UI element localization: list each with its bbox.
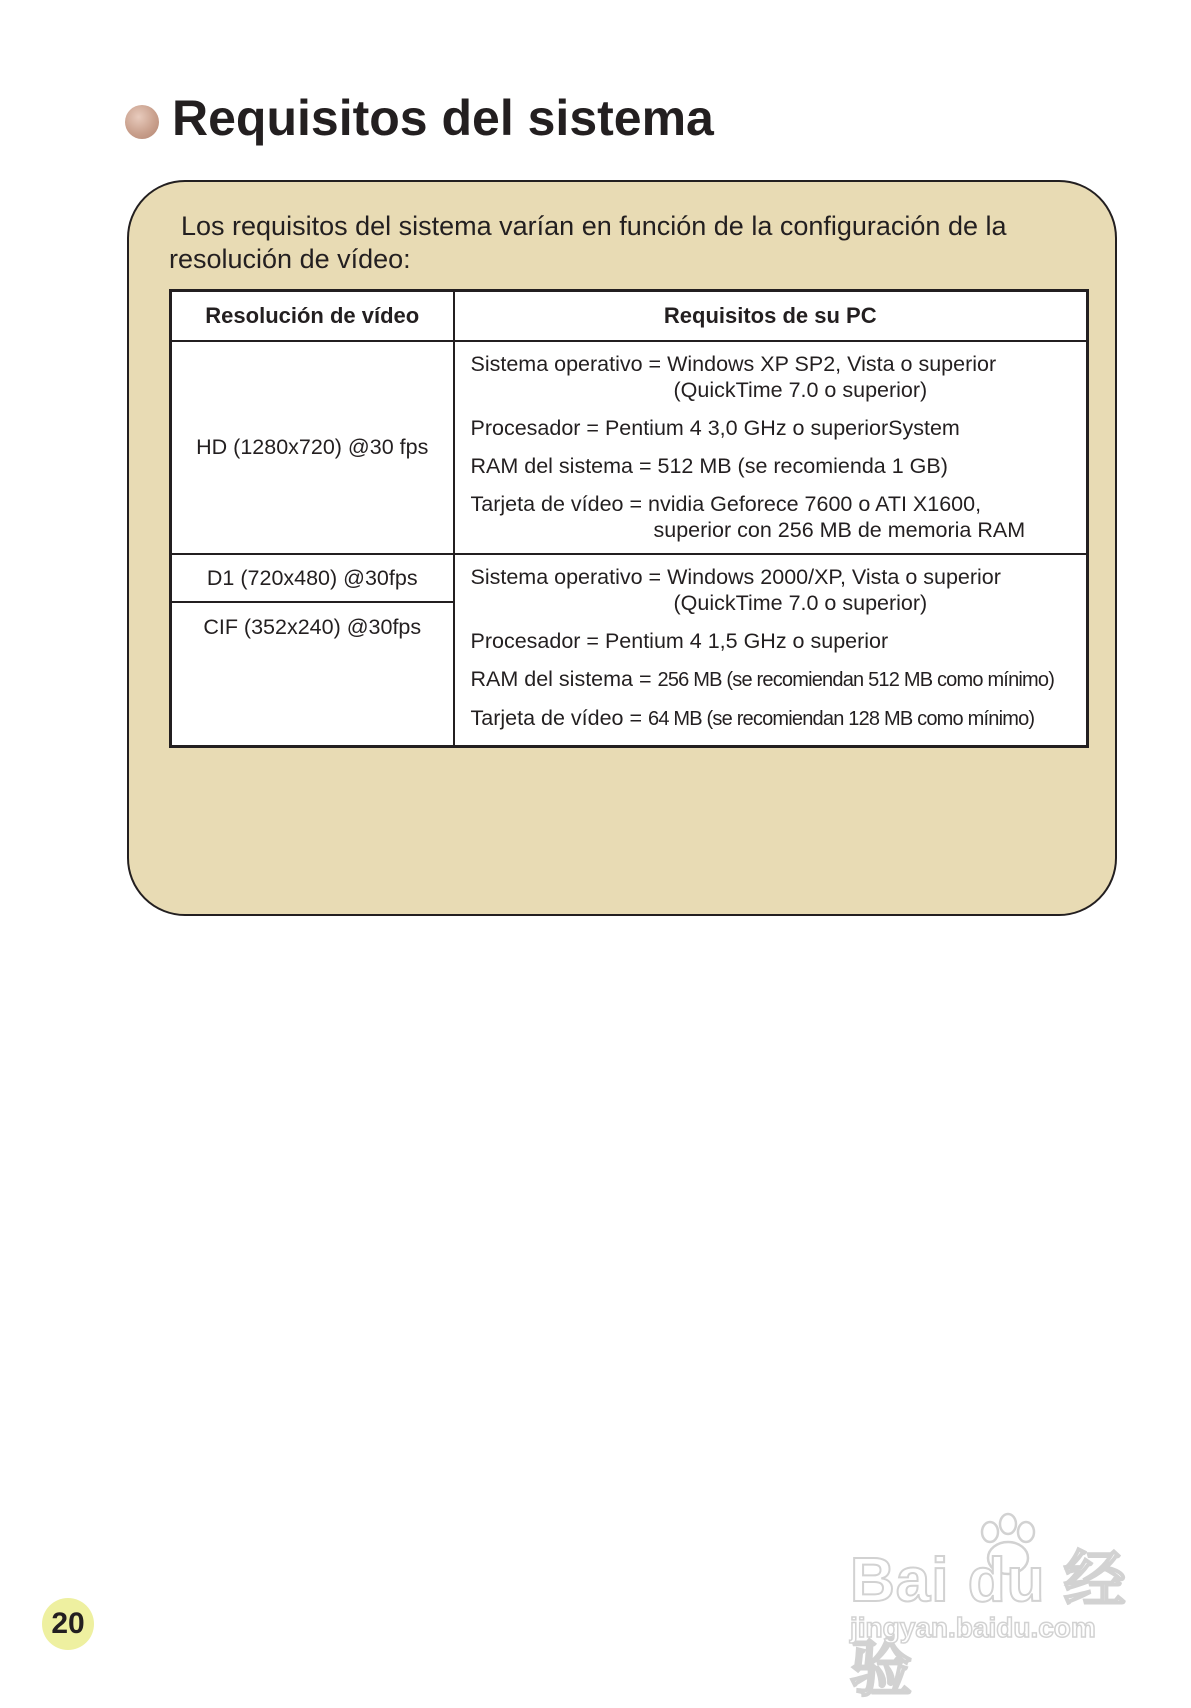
resolution-cif: CIF (352x240) @30fps	[171, 602, 454, 747]
header-resolution: Resolución de vídeo	[171, 291, 454, 342]
spec-ram	[471, 666, 1087, 693]
intro-sentence: Los requisitos del sistema varían en función de la configuración de la resolución de vídeo:	[169, 211, 1007, 274]
spec-gpu-value: 64 MB (se recomiendan 128 MB como mínimo)	[648, 708, 1035, 730]
watermark-brand: Bai du 经验	[850, 1546, 1127, 1704]
intro-text	[169, 210, 1089, 276]
spec-ram-label: RAM del sistema =	[470, 667, 658, 691]
title-row	[125, 78, 714, 158]
spec-ram: RAM del sistema = 512 MB (se recomienda 1 GB)	[470, 454, 948, 478]
spec-os: Sistema operativo = Windows 2000/XP, Vista o superior	[470, 565, 1001, 589]
header-pc-requirements: Requisitos de su PC	[454, 291, 1088, 342]
requirements-table	[169, 289, 1089, 748]
table-header-row	[171, 291, 1088, 342]
spec-gpu-note: superior con 256 MB de memoria RAM	[653, 518, 1026, 542]
spec-gpu: Tarjeta de vídeo = nvidia Geforece 7600 o ATI X1600,	[470, 492, 982, 516]
page-title: Requisitos del sistema	[172, 90, 714, 146]
spec-cpu: Procesador = Pentium 4 3,0 GHz o superiorSystem	[470, 416, 960, 440]
spec-os-note: (QuickTime 7.0 o superior)	[673, 591, 928, 615]
watermark-url: jingyan.baidu.com	[850, 1612, 1096, 1643]
page-number: 20	[42, 1598, 94, 1650]
baidu-watermark	[850, 1512, 1130, 1704]
bullet-icon	[125, 105, 159, 139]
specs-hd	[454, 341, 1088, 554]
table-row-d1	[171, 554, 1088, 602]
resolution-hd: HD (1280x720) @30 fps	[171, 341, 454, 554]
spec-ram-value: 256 MB (se recomiendan 512 MB como mínimo)	[657, 669, 1055, 691]
requirements-panel	[127, 180, 1117, 916]
table-row-hd	[171, 341, 1088, 554]
spec-os: Sistema operativo = Windows XP SP2, Vista o superior	[470, 352, 997, 376]
spec-gpu-label: Tarjeta de vídeo =	[470, 706, 648, 730]
resolution-d1: D1 (720x480) @30fps	[171, 554, 454, 602]
spec-os-note: (QuickTime 7.0 o superior)	[673, 378, 928, 402]
spec-gpu	[471, 705, 1087, 732]
specs-d1-cif	[454, 554, 1088, 747]
spec-cpu: Procesador = Pentium 4 1,5 GHz o superior	[470, 629, 889, 653]
